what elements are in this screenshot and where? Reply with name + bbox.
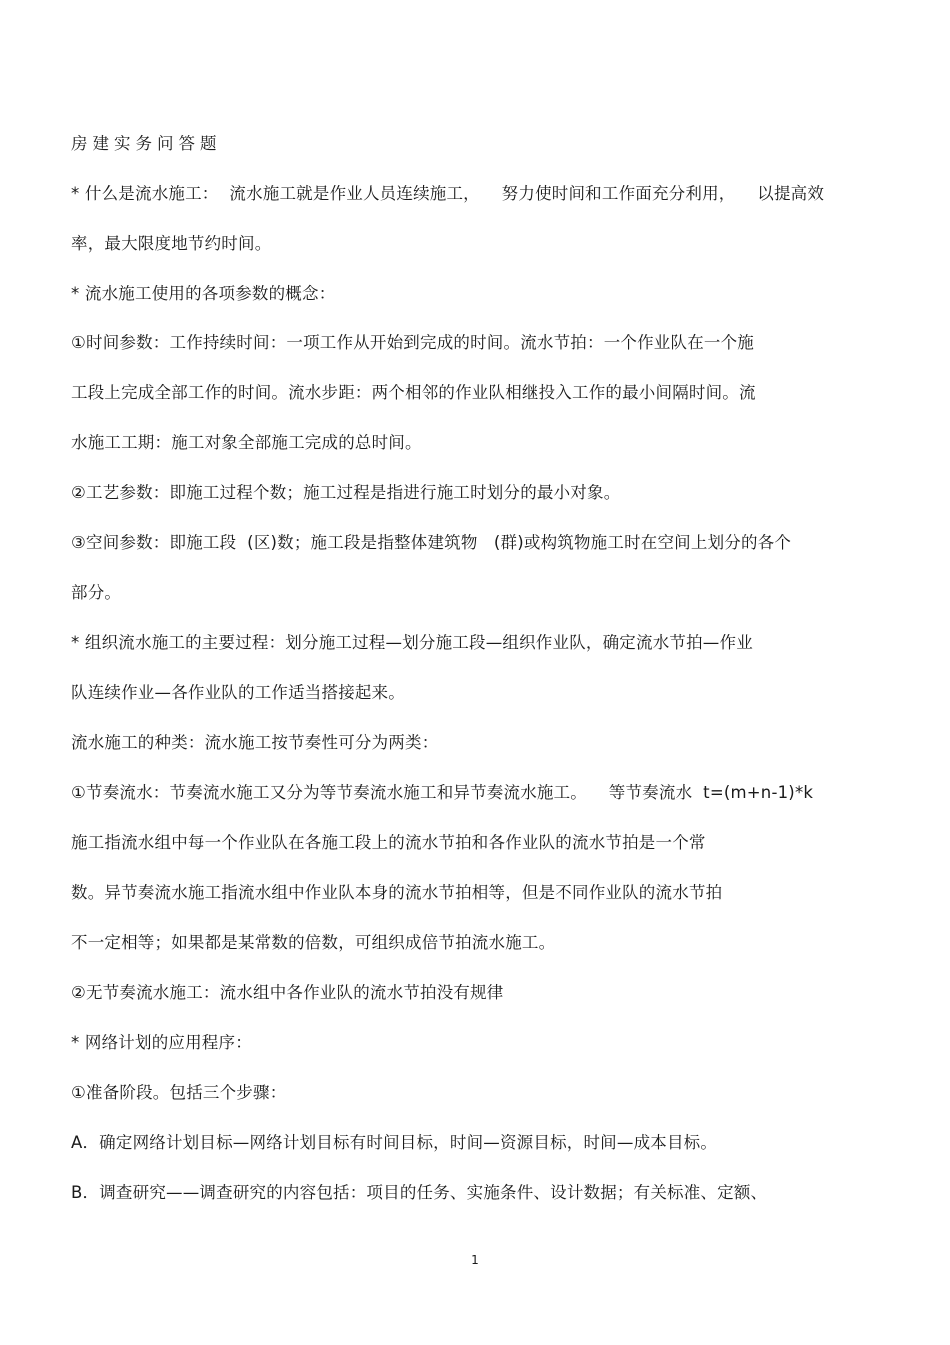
paragraph-line: ②工艺参数：即施工过程个数；施工过程是指进行施工时划分的最小对象。 (71, 483, 621, 502)
paragraph-line: ③空间参数：即施工段 (区)数；施工段是指整体建筑物 (群)或构筑物施工时在空间上划分的各个 (71, 533, 792, 552)
document-title: 房建实务问答题 (71, 134, 222, 153)
paragraph-line: 水施工工期：施工对象全部施工完成的总时间。 (71, 433, 422, 452)
paragraph-line: 数。异节奏流水施工指流水组中作业队本身的流水节拍相等，但是不同作业队的流水节拍 (71, 883, 723, 902)
paragraph-line: * 什么是流水施工： 流水施工就是作业人员连续施工， 努力使时间和工作面充分利用， 以提高效 (71, 184, 825, 203)
paragraph-line: 流水施工的种类：流水施工按节奏性可分为两类： (71, 733, 439, 752)
paragraph-line: 工段上完成全部工作的时间。流水步距：两个相邻的作业队相继投入工作的最小间隔时间。流 (71, 383, 756, 402)
paragraph-line: 施工指流水组中每一个作业队在各施工段上的流水节拍和各作业队的流水节拍是一个常 (71, 833, 706, 852)
paragraph-line: ①准备阶段。包括三个步骤： (71, 1083, 287, 1102)
paragraph-line: B．调查研究——调查研究的内容包括：项目的任务、实施条件、设计数据；有关标准、定额、 (71, 1183, 768, 1202)
paragraph-line: * 组织流水施工的主要过程：划分施工过程—划分施工段—组织作业队，确定流水节拍—作业 (71, 633, 753, 652)
paragraph-line: * 流水施工使用的各项参数的概念： (71, 284, 336, 303)
paragraph-line: A．确定网络计划目标—网络计划目标有时间目标，时间—资源目标，时间—成本目标。 (71, 1133, 718, 1152)
paragraph-line: ②无节奏流水施工：流水组中各作业队的流水节拍没有规律 (71, 983, 504, 1002)
paragraph-line: ①节奏流水：节奏流水施工又分为等节奏流水施工和异节奏流水施工。 等节奏流水 t=(m+n-1)*k (71, 783, 814, 802)
paragraph-line: 不一定相等；如果都是某常数的倍数，可组织成倍节拍流水施工。 (71, 933, 556, 952)
paragraph-line: * 网络计划的应用程序： (71, 1033, 252, 1052)
page-number: 1 (471, 1253, 479, 1267)
paragraph-line: 部分。 (71, 583, 122, 602)
paragraph-line: ①时间参数：工作持续时间：一项工作从开始到完成的时间。流水节拍：一个作业队在一个施 (71, 333, 754, 352)
paragraph-line: 队连续作业—各作业队的工作适当搭接起来。 (71, 683, 405, 702)
paragraph-line: 率，最大限度地节约时间。 (71, 234, 272, 253)
